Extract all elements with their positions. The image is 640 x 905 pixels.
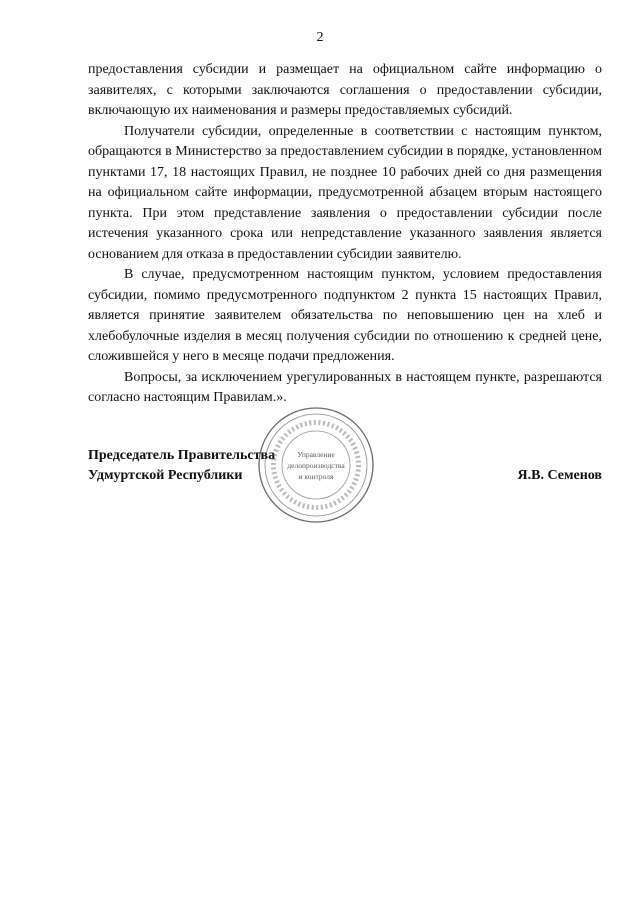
stamp-line-1: Управление xyxy=(297,450,335,459)
paragraph-4: Вопросы, за исключением урегулированных в настоящем пункте, разрешаются согласно настоящим Правилам.». xyxy=(88,369,602,405)
stamp-line-2: делопроизводства xyxy=(287,461,345,470)
page-number: 2 xyxy=(316,30,324,45)
official-seal-stamp xyxy=(248,405,384,525)
paragraph-1: предоставления субсидии и размещает на официальном сайте информацию о заявителях, с которыми заключаются соглашения о предоставлении субсидии, включающую их наименования и размеры предоставляемых субсидий. xyxy=(88,62,602,118)
signatory-title-line-1: Председатель Правительства xyxy=(88,448,276,463)
signatory-name: Я.В. Семенов xyxy=(517,468,602,483)
document-body xyxy=(88,60,602,409)
stamp-line-3: и контроля xyxy=(298,472,334,481)
signatory-title-line-2: Удмуртской Республики xyxy=(88,468,243,483)
paragraph-2: Получатели субсидии, определенные в соответствии с настоящим пунктом, обращаются в Министерство за предоставлением субсидии в порядке, установленном пунктами 17, 18 настоящих Правил, не позднее 10 рабочих дней со дня размещения на официальном сайте информации, предусмотренной абзацем вторым настоящего пункта. При этом представление заявления о предоставлении субсидии после истечения указанного срока или непредставление указанного заявления является основанием для отказа в предоставлении субсидии заявителю. xyxy=(88,123,602,262)
paragraph-3: В случае, предусмотренном настоящим пунктом, условием предоставления субсидии, помимо предусмотренного подпунктом 2 пункта 15 настоящих Правил, является принятие заявителем обязательства по неповышению цен на хлеб и хлебобулочные изделия в месяц получения субсидии по отношению к средней цене, сложившейся у него в месяце подачи предложения. xyxy=(88,267,602,364)
